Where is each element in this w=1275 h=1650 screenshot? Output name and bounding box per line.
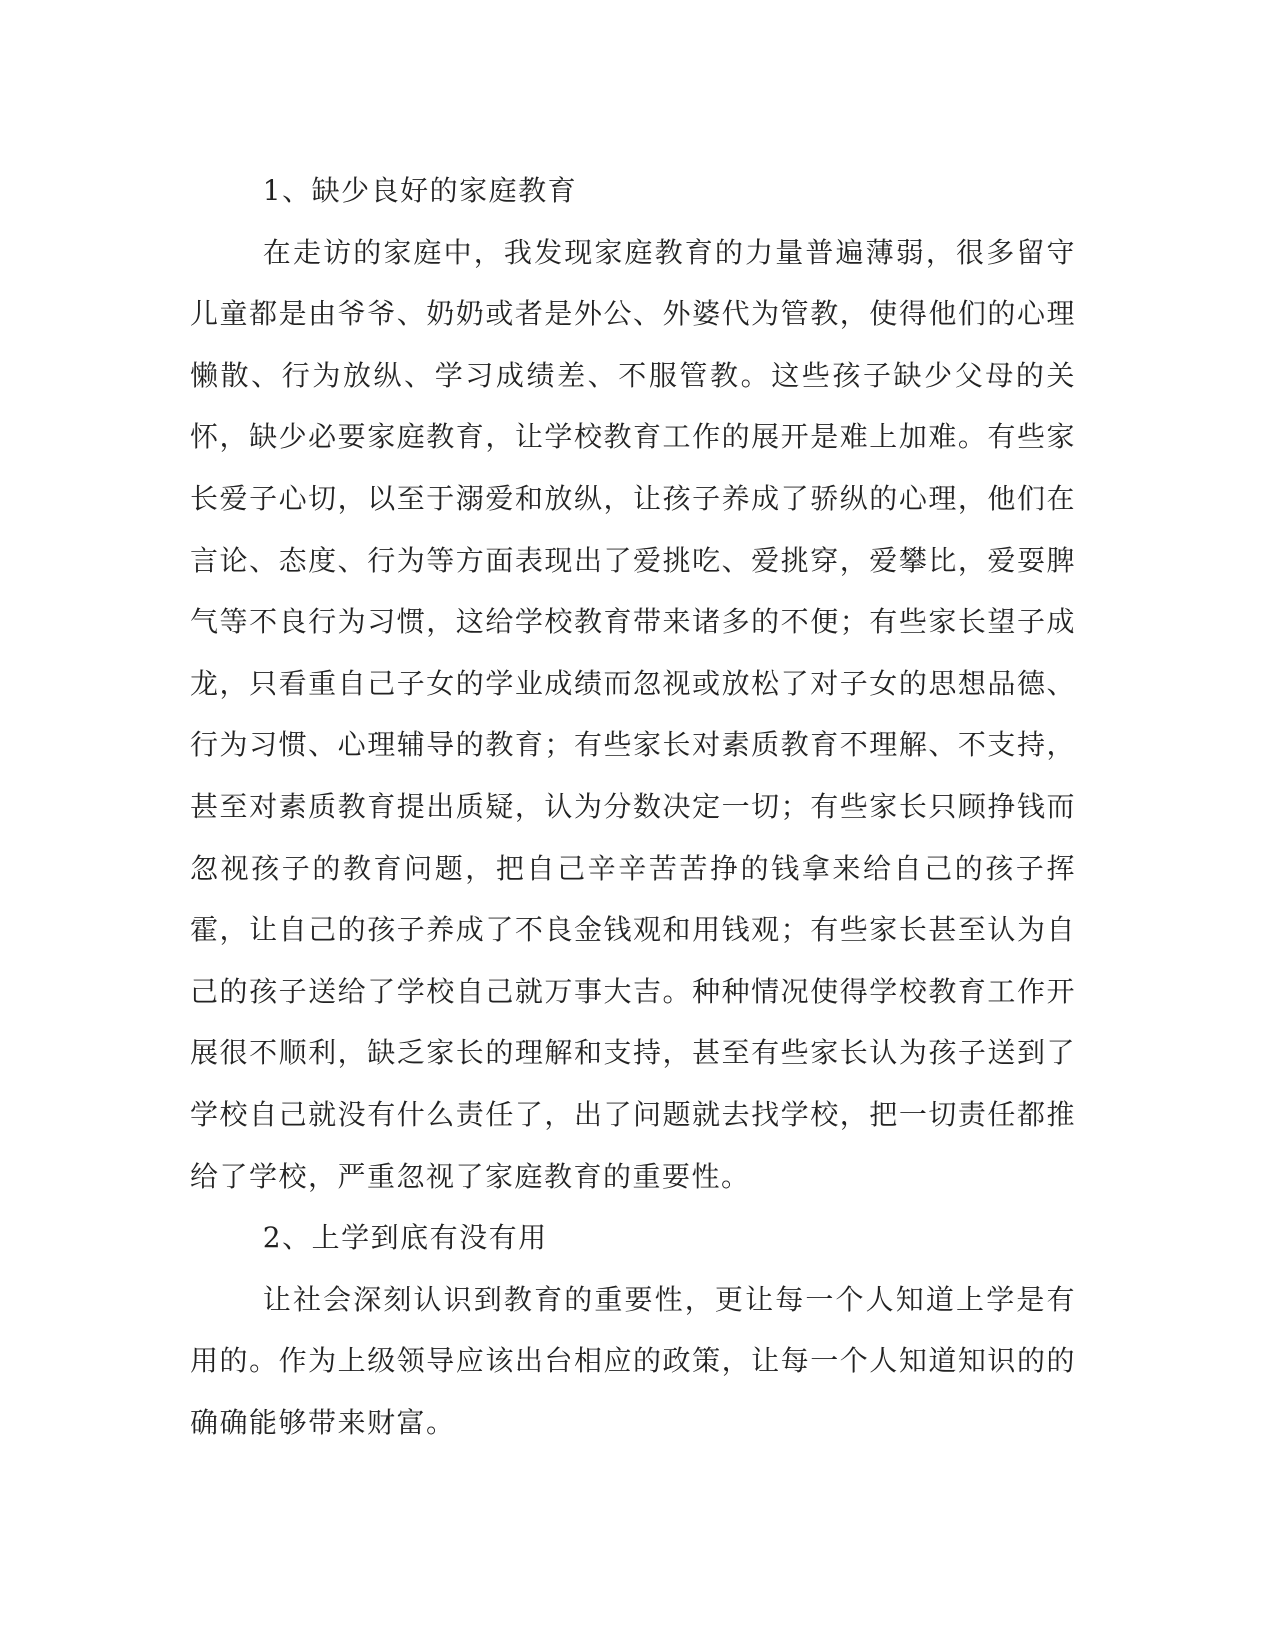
section-2-paragraph: 让社会深刻认识到教育的重要性，更让每一个人知道上学是有用的。作为上级领导应该出台相应的政策，让每一个人知道知识的的确确能够带来财富。 (190, 1282, 1076, 1439)
section-2-heading: 2、上学到底有没有用 (262, 1221, 548, 1255)
section-1-heading: 1、缺少良好的家庭教育 (262, 174, 578, 207)
document-body (190, 160, 1076, 1453)
section-1-paragraph: 在走访的家庭中，我发现家庭教育的力量普遍薄弱，很多留守儿童都是由爷爷、奶奶或者是外公、外婆代为管教，使得他们的心理懒散、行为放纵、学习成绩差、不服管教。这些孩子缺少父母的关怀，缺少必要家庭教育，让学校教育工作的展开是难上加难。有些家长爱子心切，以至于溺爱和放纵，让孩子养成了骄纵的心理，他们在言论、态度、行为等方面表现出了爱挑吃、爱挑穿，爱攀比，爱耍脾气等不良行为习惯，这给学校教育带来诸多的不便；有些家长望子成龙，只看重自己子女的学业成绩而忽视或放松了对子女的思想品德、行为习惯、心理辅导的教育；有些家长对素质教育不理解、不支持，甚至对素质教育提出质疑，认为分数决定一切；有些家长只顾挣钱而忽视孩子的教育问题，把自己辛辛苦苦挣的钱拿来给自己的孩子挥霍，让自己的孩子养成了不良金钱观和用钱观；有些家长甚至认为自己的孩子送给了学校自己就万事大吉。种种情况使得学校教育工作开展很不顺利，缺乏家长的理解和支持，甚至有些家长认为孩子送到了学校自己就没有什么责任了，出了问题就去找学校，把一切责任都推给了学校，严重忽视了家庭教育的重要性。 (190, 235, 1076, 1193)
